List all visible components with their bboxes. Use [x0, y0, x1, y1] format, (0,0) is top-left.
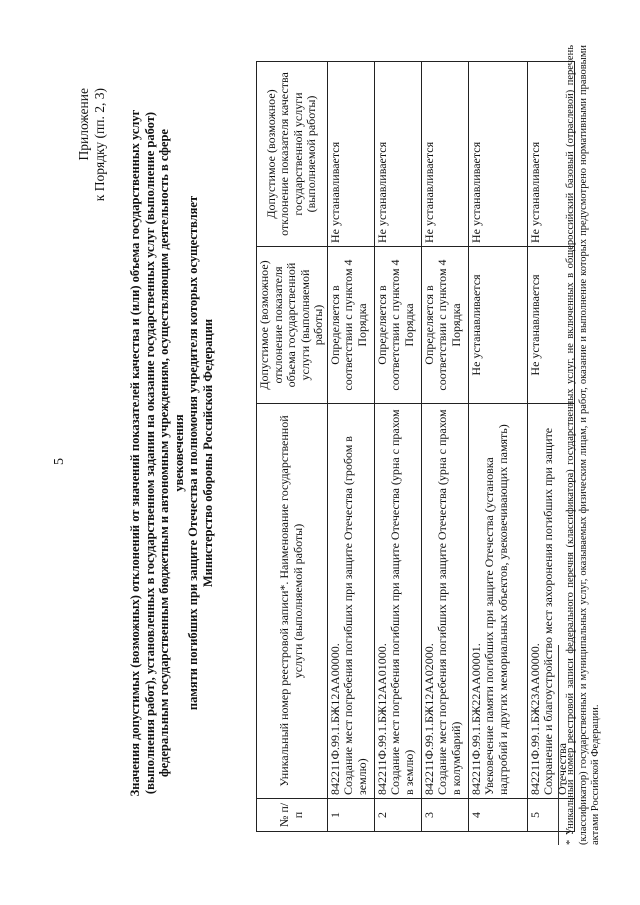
header-name: Уникальный номер реестровой записи*. Наименование государственной услуги (выполняемой работы): [257, 404, 328, 799]
row-code: 842211Ф.99.1.БЖ23АА00000.: [527, 643, 542, 795]
deviation-table: [256, 61, 575, 832]
row-volume: Определяется в соответствии с пунктом 4 Порядка: [421, 247, 468, 404]
row-num: 1: [327, 799, 374, 832]
table-header-row: [257, 62, 328, 832]
title-line-2: (выполнения работ), установленных в государственном задании на оказание государственных услуг (выполнение работ): [142, 111, 157, 795]
row-volume: Не устанавливается: [468, 247, 527, 404]
row-quality: Не устанавливается: [327, 62, 374, 247]
title-line-1: Значения допустимых (возможных) отклонений от значений показателей качества и (или) объема государственных услуг: [128, 109, 142, 797]
appendix-header: [76, 88, 108, 201]
header-volume: Допустимое (возможное) отклонение показателя объема государственной услуги (выполняемой работы): [257, 247, 328, 404]
title-line-4: памяти погибших при защите Отечества и полномочия учредителя которых осуществляет: [186, 195, 200, 711]
row-service: [468, 404, 527, 799]
row-service: [327, 404, 374, 799]
row-code: 842211Ф.99.1.БЖ12АА02000.: [421, 643, 436, 795]
table-row: [327, 62, 374, 832]
row-quality: Не устанавливается: [374, 62, 421, 247]
table-row: [468, 62, 527, 832]
row-volume: Определяется в соответствии с пунктом 4 Порядка: [327, 247, 374, 404]
row-name: Сохранение и благоустройство мест захоронения погибших при защите Отечества: [541, 427, 569, 795]
page-number: 5: [52, 458, 67, 465]
row-name: Создание мест погребения погибших при защите Отечества (урна с прахом в землю): [388, 409, 416, 795]
row-name: Создание мест погребения погибших при защите Отечества (урна с прахом в колумбарий): [435, 409, 463, 795]
row-service: [421, 404, 468, 799]
row-volume: Определяется в соответствии с пунктом 4 Порядка: [374, 247, 421, 404]
row-service: [374, 404, 421, 799]
document-title: [128, 93, 215, 813]
row-volume: Не устанавливается: [527, 247, 574, 404]
row-name: Создание мест погребения погибших при защите Отечества (гробом в землю): [341, 436, 369, 795]
row-quality: Не устанавливается: [421, 62, 468, 247]
row-quality: Не устанавливается: [527, 62, 574, 247]
row-code: 842211Ф.99.1.БЖ12АА01000.: [374, 643, 389, 795]
appendix-line-2: к Порядку (пп. 2, 3): [92, 88, 107, 202]
row-quality: Не устанавливается: [468, 62, 527, 247]
header-quality: Допустимое (возможное) отклонение показателя качества государственной услуги (выполняемой работы): [257, 62, 328, 247]
header-num: № п/п: [257, 799, 328, 832]
row-code: 842211Ф.99.1.БЖ12АА00000.: [327, 643, 342, 795]
footnote: * Уникальный номер реестровой записи федерального перечня (классификатора) государственных услуг, не включенных в общероссийский базовый (отраслевой) перечень (классификатор) государственных и муниципальных услуг, оказываемых физическим лицам, и работ, оказание и выполнение которых предусмотрено нормативными правовыми актами Российской Федерации.: [565, 45, 601, 845]
row-num: 3: [421, 799, 468, 832]
row-num: 2: [374, 799, 421, 832]
row-num: 5: [527, 799, 574, 832]
row-name: Увековечение памяти погибших при защите Отечества (установка надгробий и других мемориальных объектов, увековечивающих память): [482, 424, 510, 795]
row-num: 4: [468, 799, 527, 832]
title-line-5: Министерство обороны Российской Федерации: [200, 318, 215, 588]
table-row: [421, 62, 468, 832]
table-row: [374, 62, 421, 832]
row-code: 842211Ф.99.1.БЖ22АА00001.: [468, 643, 483, 795]
appendix-line-1: Приложение: [76, 88, 91, 161]
footnote-divider: [558, 645, 559, 845]
title-line-3: федеральным государственным бюджетным и автономным учреждениям, осуществляющим деятельность в сфере увековечения: [157, 129, 186, 777]
